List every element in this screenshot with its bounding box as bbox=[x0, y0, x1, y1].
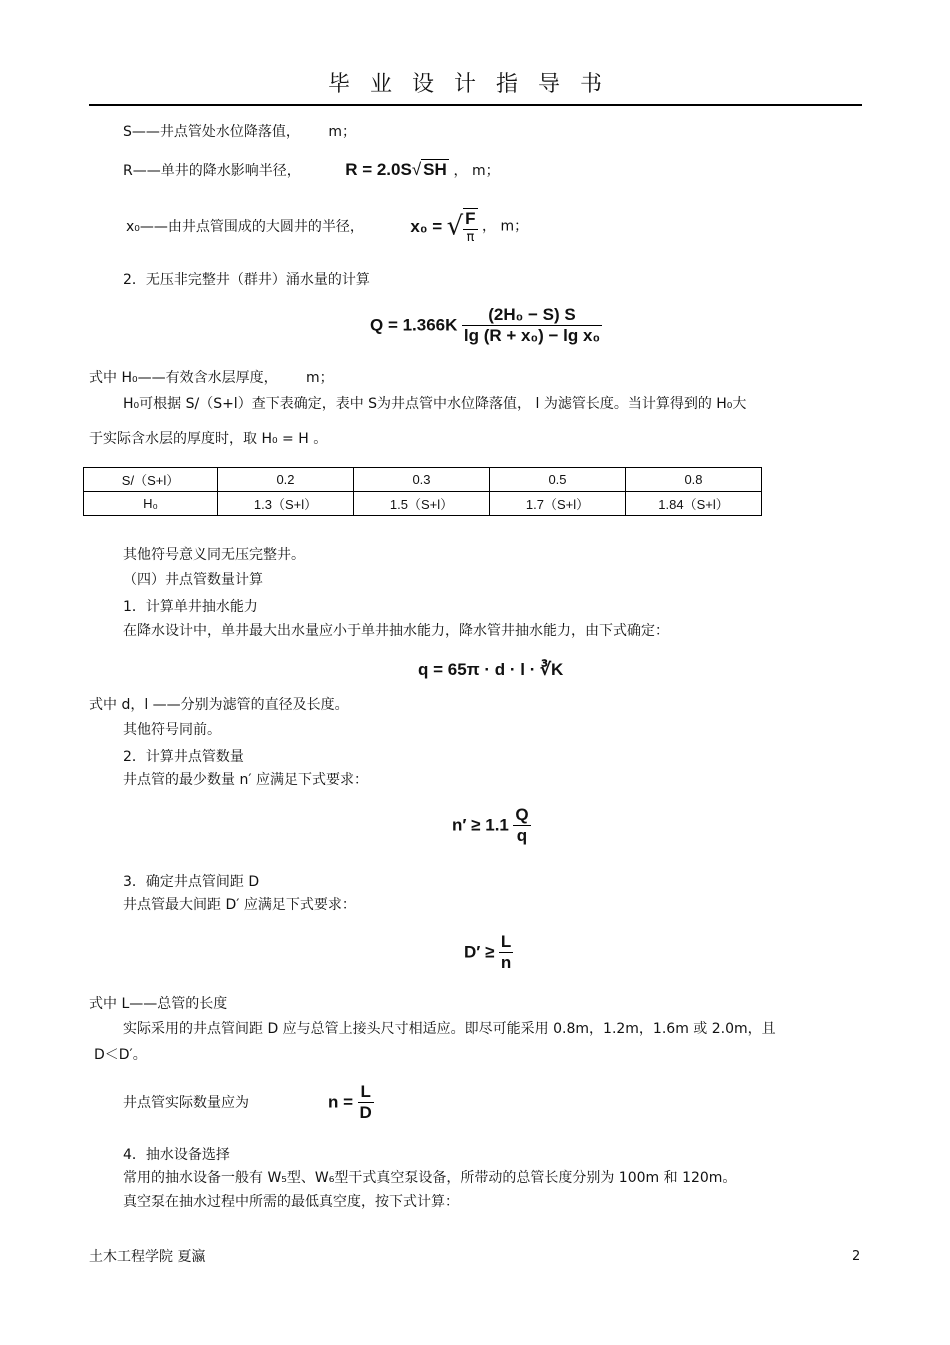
n-min-den: q bbox=[516, 826, 528, 846]
r-def-text: R——单井的降水影响半径， bbox=[123, 163, 301, 179]
footer-author: 土木工程学院 夏瀛 bbox=[89, 1249, 206, 1265]
x0-definition: x₀——由井点管围成的大圆井的半径， x₀ = √ $\frac{F}{\pi}$ ， m； bbox=[126, 209, 529, 246]
section-2-title: 2．无压非完整井（群井）涌水量的计算 bbox=[123, 272, 370, 288]
q-fraction bbox=[462, 305, 602, 347]
x0-lhs: x₀ = bbox=[410, 216, 443, 236]
h0-def-text: 式中 H₀——有效含水层厚度， bbox=[89, 370, 278, 386]
table-header-row bbox=[84, 468, 762, 492]
q-formula bbox=[370, 305, 602, 347]
s-def-text: S——井点管处水位降落值， bbox=[123, 124, 300, 140]
q-den: lg (R + x₀) − lg x₀ bbox=[463, 326, 601, 346]
x0-num: F bbox=[463, 209, 477, 230]
table-cell: H₀ bbox=[84, 492, 218, 516]
h0-paragraph-2: 于实际含水层的厚度时，取 H₀ = H 。 bbox=[89, 431, 328, 447]
section-4-title: （四）井点管数量计算 bbox=[123, 572, 263, 588]
n-actual-text: 井点管实际数量应为 bbox=[123, 1095, 249, 1111]
table-cell: 1.7（S+l） bbox=[490, 492, 626, 516]
r-formula: R = 2.0S√ SH bbox=[345, 160, 447, 179]
sub-4-title: 4．抽水设备选择 bbox=[123, 1147, 230, 1163]
r-unit: ， m； bbox=[453, 163, 500, 179]
h0-paragraph-1: H₀可根据 S/（S+l）查下表确定，表中 S为井点管中水位降落值， l 为滤管长度。当计算得到的 H₀大 bbox=[123, 396, 747, 412]
n-actual-fraction bbox=[358, 1082, 374, 1124]
x0-def-text: x₀——由井点管围成的大圆井的半径， bbox=[126, 218, 364, 235]
l-definition: 式中 L——总管的长度 bbox=[89, 996, 228, 1012]
q-capacity-formula: q = 65π · d · l · ∛K bbox=[418, 660, 564, 679]
d-max-den: n bbox=[500, 953, 512, 973]
sub-1-text: 在降水设计中，单井最大出水量应小于单井抽水能力，降水管井抽水能力，由下式确定： bbox=[123, 623, 669, 639]
sub-2-text: 井点管的最少数量 n′ 应满足下式要求： bbox=[123, 772, 368, 788]
x0-den: π bbox=[466, 230, 475, 246]
table-cell: 0.8 bbox=[626, 468, 762, 492]
others-note-2: 其他符号同前。 bbox=[123, 722, 221, 738]
h0-table bbox=[83, 467, 762, 516]
sub-4-text: 常用的抽水设备一般有 W₅型、W₆型干式真空泵设备，所带动的总管长度分别为 100m 和 120m。 bbox=[123, 1170, 737, 1186]
sub-4-text-2: 真空泵在抽水过程中所需的最低真空度，按下式计算： bbox=[123, 1194, 459, 1210]
sub-2-title: 2．计算井点管数量 bbox=[123, 749, 244, 765]
n-min-num: Q bbox=[513, 805, 530, 826]
s-definition bbox=[123, 124, 356, 141]
sub-1-title: 1．计算单井抽水能力 bbox=[123, 599, 258, 615]
table-cell: S/（S+l） bbox=[84, 468, 218, 492]
d-max-num: L bbox=[499, 932, 513, 953]
d-paragraph-1: 实际采用的井点管间距 D 应与总管上接头尺寸相适应。即尽可能采用 0.8m，1.2m，1.6m 或 2.0m，且 bbox=[123, 1021, 776, 1037]
sub-3-title: 3．确定井点管间距 D bbox=[123, 874, 260, 890]
n-actual-den: D bbox=[359, 1103, 372, 1123]
table-cell: 0.2 bbox=[218, 468, 354, 492]
header-rule bbox=[89, 104, 862, 106]
x0-fraction bbox=[463, 208, 477, 246]
n-min-lhs: n′ ≥ 1.1 bbox=[452, 815, 509, 835]
x0-unit: ， m； bbox=[482, 218, 529, 235]
q-lhs: Q = 1.366K bbox=[370, 315, 458, 335]
page-number: 2 bbox=[852, 1249, 861, 1264]
table-cell: 0.3 bbox=[354, 468, 490, 492]
h0-definition bbox=[89, 370, 334, 387]
d-max-lhs: D′ ≥ bbox=[464, 942, 495, 962]
h0-unit: m； bbox=[306, 370, 334, 386]
others-note-1: 其他符号意义同无压完整井。 bbox=[123, 547, 305, 563]
sub-3-text: 井点管最大间距 D′ 应满足下式要求： bbox=[123, 897, 356, 913]
r-formula-root: SH bbox=[423, 160, 447, 179]
s-unit: m； bbox=[328, 124, 356, 140]
n-actual-num: L bbox=[358, 1082, 374, 1103]
page-title: 毕业设计指导书 bbox=[327, 72, 622, 97]
table-cell: 1.84（S+l） bbox=[626, 492, 762, 516]
n-actual-lhs: n = bbox=[328, 1092, 354, 1112]
n-actual-formula bbox=[328, 1082, 374, 1124]
n-min-formula bbox=[452, 805, 531, 847]
r-formula-lhs: R = 2.0S bbox=[345, 160, 412, 179]
r-definition bbox=[123, 160, 500, 180]
table-cell: 1.3（S+l） bbox=[218, 492, 354, 516]
d-max-formula bbox=[464, 932, 513, 974]
d-l-definition: 式中 d，l ——分别为滤管的直径及长度。 bbox=[89, 697, 349, 713]
n-min-fraction bbox=[513, 805, 530, 847]
table-row bbox=[84, 492, 762, 516]
q-num: (2H₀ − S) S bbox=[462, 305, 602, 326]
d-paragraph-2: D＜D′。 bbox=[94, 1047, 147, 1063]
table-cell: 1.5（S+l） bbox=[354, 492, 490, 516]
d-max-fraction bbox=[499, 932, 513, 974]
table-cell: 0.5 bbox=[490, 468, 626, 492]
